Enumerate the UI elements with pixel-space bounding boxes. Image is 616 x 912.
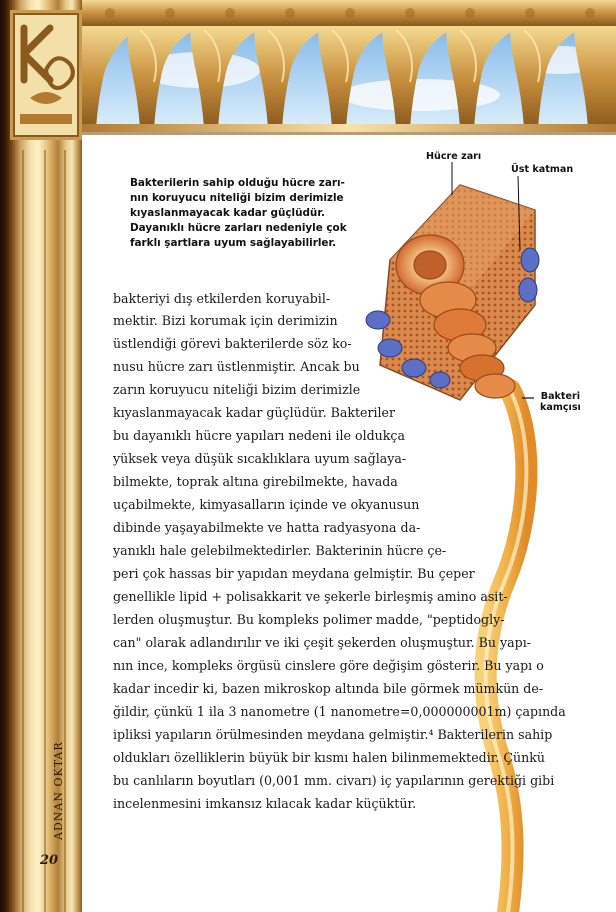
- caption-line: farklı şartlara uyum sağlayabilirler.: [130, 237, 337, 249]
- body-line: kadar incedir ki, bazen mikroskop altında bile görmek mümkün de-: [113, 681, 544, 696]
- body-line: ipliksi yapıların örülmesinden meydana gelmiştir.⁴ Bakterilerin sahip: [113, 727, 553, 742]
- body-line: kıyaslanmayacak kadar güçlüdür. Bakteriler: [113, 405, 396, 420]
- body-line: bu dayanıklı hücre yapıları nedeni ile oldukça: [113, 428, 405, 443]
- body-line: üstlendiği görevi bakterilerde söz ko-: [113, 336, 352, 351]
- arch-border: [0, 0, 616, 140]
- body-line: peri çok hassas bir yapıdan meydana gelmiştir. Bu çeper: [113, 566, 475, 581]
- label-cell-membrane: Hücre zarı: [426, 151, 482, 162]
- label-flagellum: [540, 391, 581, 413]
- label-outer-layer: Üst katman: [511, 164, 574, 175]
- body-line: oldukları özelliklerin büyük bir kısmı halen bilinmemektedir. Çünkü: [113, 750, 546, 765]
- body-line: yanıklı hale gelebilmektedirler. Bakterinin hücre çe-: [113, 543, 447, 558]
- column-groove: [22, 150, 24, 912]
- body-line: can" olarak adlandırılır ve iki çeşit şekerden oluşmuştur. Bu yapı-: [113, 635, 532, 650]
- page-number: 20: [40, 853, 59, 868]
- label-flagellum-line: kamçısı: [540, 402, 581, 413]
- caption-line: kıyaslanmayacak kadar güçlüdür.: [130, 207, 325, 219]
- body-line: lerden oluşmuştur. Bu kompleks polimer madde, "peptidogly-: [113, 612, 505, 627]
- ornament-logo: [10, 10, 82, 140]
- caption-line: Bakterilerin sahip olduğu hücre zarı-: [130, 177, 345, 189]
- figure-caption: [130, 176, 355, 251]
- label-flagellum-line: Bakteri: [540, 391, 581, 402]
- caption-line: nın koruyucu niteliği bizim derimizle: [130, 192, 344, 204]
- body-line: bu canlıların boyutları (0,001 mm. civarı) iç yapılarının gerektiği gibi: [113, 773, 555, 788]
- body-line: yüksek veya düşük sıcaklıklara uyum sağlaya-: [113, 451, 407, 466]
- body-line: bilmekte, toprak altına girebilmekte, havada: [113, 474, 398, 489]
- body-line: bakteriyi dış etkilerden koruyabil-: [113, 291, 331, 306]
- author-name: ADNAN OKTAR: [52, 741, 65, 840]
- body-line: nusu hücre zarı üstlenmiştir. Ancak bu: [113, 359, 360, 374]
- body-line: zarın koruyucu niteliği bizim derimizle: [113, 382, 361, 397]
- body-line: genellikle lipid + polisakkarit ve şekerle birleşmiş amino asit-: [113, 589, 508, 604]
- column-groove: [44, 150, 46, 912]
- body-line: ğildir, çünkü 1 ila 3 nanometre (1 nanometre=0,000000001m) çapında: [113, 704, 566, 719]
- body-line: nın ince, kompleks örgüsü cinslere göre değişim gösterir. Bu yapı o: [113, 658, 544, 673]
- body-line: mektir. Bizi korumak için derimizin: [113, 313, 338, 328]
- body-line: uçabilmekte, kimyasalların içinde ve okyanusun: [113, 497, 420, 512]
- body-line: dibinde yaşayabilmekte ve hatta radyasyona da-: [113, 520, 421, 535]
- caption-line: Dayanıklı hücre zarları nedeniyle çok: [130, 222, 347, 234]
- body-line: incelenmesini imkansız kılacak kadar küçüktür.: [113, 796, 417, 811]
